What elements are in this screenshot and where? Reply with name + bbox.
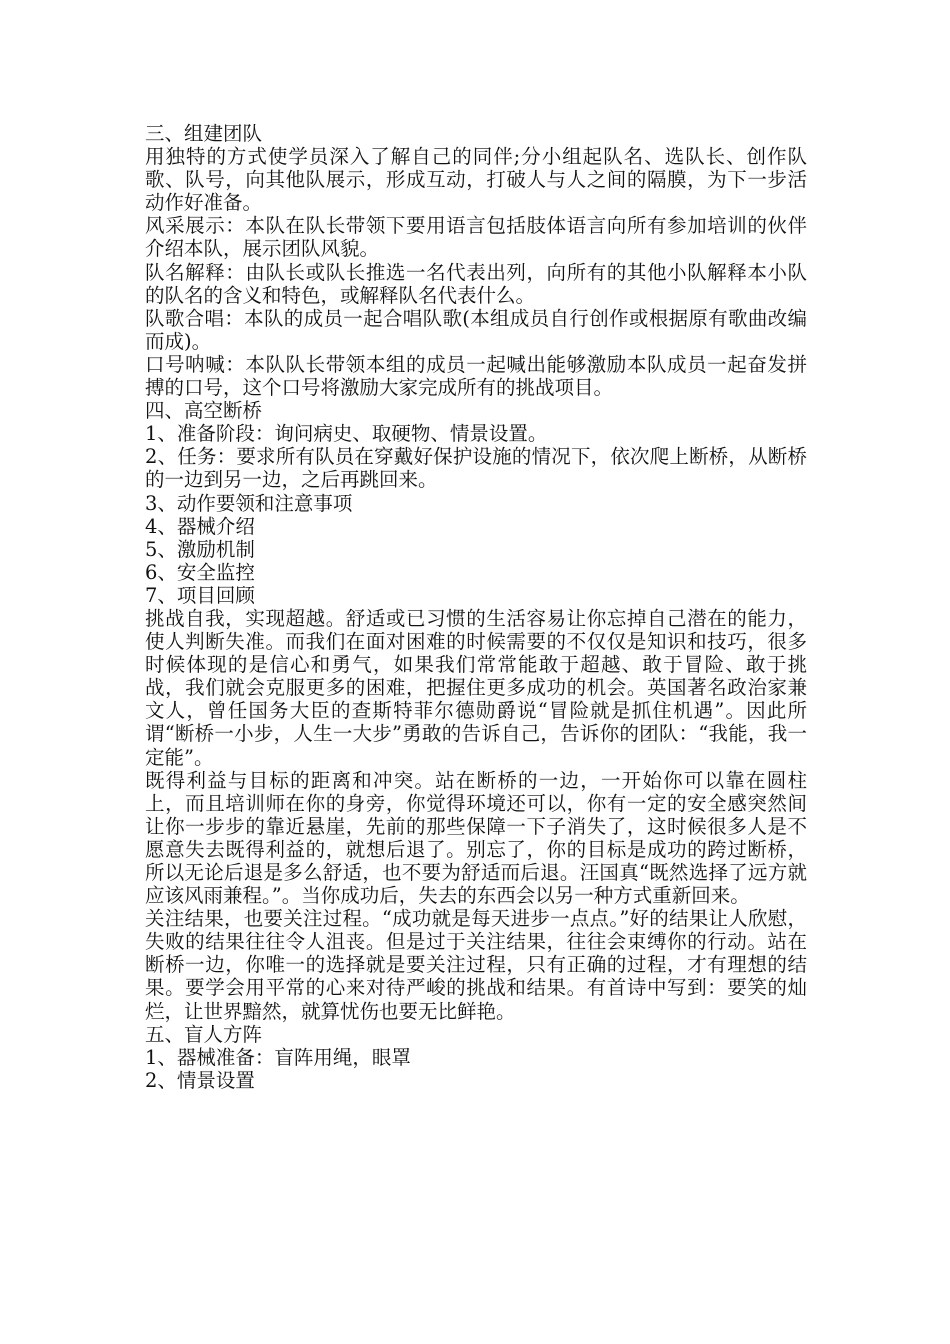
list-item-blind-equipment: 1、器械准备：盲阵用绳，眼罩 xyxy=(145,1045,411,1069)
paragraph-team-song: 队歌合唱：本队的成员一起合唱队歌(本组成员自行创作或根据原有歌曲改编而成)。 xyxy=(145,306,807,353)
paragraph-challenge-self: 挑战自我，实现超越。舒适或已习惯的生活容易让你忘掉自己潜在的能力，使人判断失准。而我们在面对困难的时候需要的不仅仅是知识和技巧，很多时候体现的是信心和勇气，如果我们常常能敢于超越、敢于冒险、敢于挑战，我们就会克服更多的困难，把握住更多成功的机会。英国著名政治家兼文人，曾任国务大臣的查斯特菲尔德勋爵说“冒险就是抓住机遇”。因此所谓“断桥一小步，人生一大步”勇敢的告诉自己，告诉你的团队：“我能，我一定能”。 xyxy=(145,606,807,769)
document-body xyxy=(145,122,807,1092)
list-item-preparation: 1、准备阶段：询问病史、取硬物、情景设置。 xyxy=(145,422,548,446)
list-item-safety: 6、安全监控 xyxy=(145,560,255,584)
paragraph-team-slogan: 口号呐喊：本队队长带领本组的成员一起喊出能够激励本队成员一起奋发拼搏的口号，这个口号将激励大家完成所有的挑战项目。 xyxy=(145,352,807,400)
paragraph-vested-interest: 既得利益与目标的距离和冲突。站在断桥的一边，一开始你可以靠在圆柱上，而且培训师在你的身旁，你觉得环境还可以，你有一定的安全感突然间让你一步步的靠近悬崖，先前的那些保障一下子消失了，这时候很多人是不愿意失去既得利益的，就想后退了。别忘了，你的目标是成功的跨过断桥，所以无论后退是多么舒适，也不要为舒适而后退。汪国真“既然选择了远方就应该风雨兼程。”。当你成功后，失去的东西会以另一种方式重新回来。 xyxy=(145,768,807,908)
list-item-task: 2、任务：要求所有队员在穿戴好保护设施的情况下，依次爬上断桥，从断桥的一边到另一边，之后再跳回来。 xyxy=(145,445,807,492)
paragraph-team-showcase: 风采展示：本队在队长带领下要用语言包括肢体语言向所有参加培训的伙伴介绍本队，展示团队风貌。 xyxy=(145,214,807,261)
list-item-incentive: 5、激励机制 xyxy=(145,537,255,561)
section-heading-blind-square: 五、盲人方阵 xyxy=(145,1022,263,1046)
list-item-scenario: 2、情景设置 xyxy=(145,1068,255,1092)
paragraph-team-name: 队名解释：由队长或队长推选一名代表出列，向所有的其他小队解释本小队的队名的含义和特色，或解释队名代表什么。 xyxy=(145,260,807,307)
paragraph-team-building-intro: 用独特的方式使学员深入了解自己的同伴;分小组起队名、选队长、创作队歌、队号，向其他队展示，形成互动，打破人与人之间的隔膜，为下一步活动作好准备。 xyxy=(145,145,807,215)
paragraph-focus-process: 关注结果，也要关注过程。“成功就是每天进步一点点。”好的结果让人欣慰，失败的结果往往令人沮丧。但是过于关注结果，往往会束缚你的行动。站在断桥一边，你唯一的选择就是要关注过程，只有正确的过程，才有理想的结果。要学会用平常的心来对待严峻的挑战和结果。有首诗中写到：要笑的灿烂，让世界黯然，就算忧伤也要无比鲜艳。 xyxy=(145,907,807,1023)
section-heading-team-building: 三、组建团队 xyxy=(145,122,263,145)
section-heading-high-bridge: 四、高空断桥 xyxy=(145,399,263,423)
list-item-review: 7、项目回顾 xyxy=(145,583,255,607)
list-item-equipment: 4、器械介绍 xyxy=(145,514,255,538)
list-item-essentials: 3、动作要领和注意事项 xyxy=(145,491,353,515)
